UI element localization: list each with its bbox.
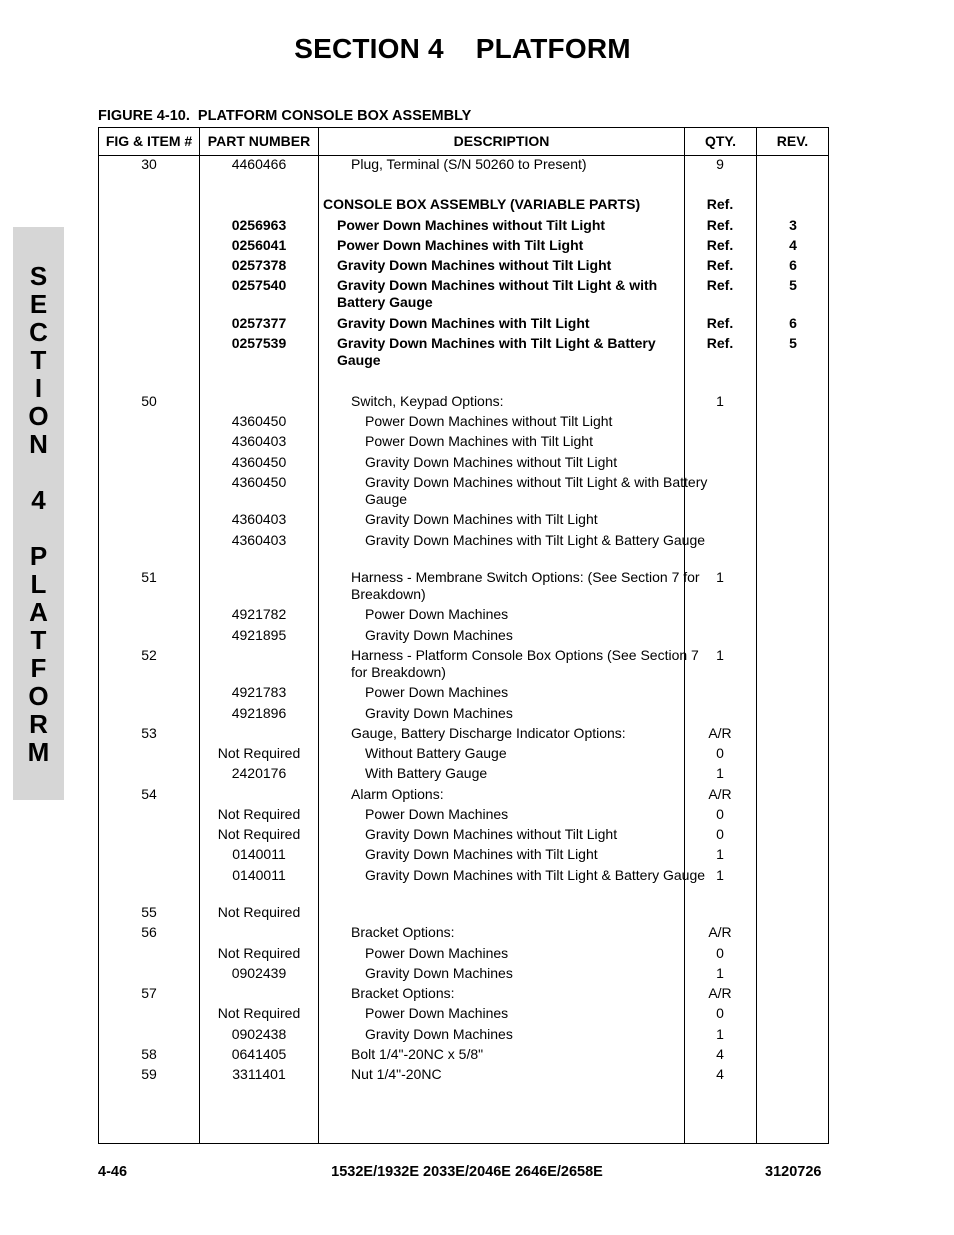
- side-tab-letter: M: [27, 737, 50, 767]
- cell-qty: Ref.: [706, 196, 734, 212]
- cell-description: Power Down Machines: [365, 1005, 509, 1021]
- cell-part-number: 0902438: [231, 1026, 287, 1042]
- cell-qty: A/R: [708, 786, 732, 802]
- cell-fig-item: 56: [141, 924, 157, 940]
- cell-description: Power Down Machines with Tilt Light: [365, 433, 593, 449]
- cell-description: Power Down Machines with Tilt Light: [337, 237, 584, 253]
- cell-description: Gravity Down Machines with Tilt Light: [365, 846, 598, 862]
- cell-description: With Battery Gauge: [365, 765, 488, 781]
- document-number: 3120726: [765, 1164, 822, 1180]
- cell-part-number: 4360450: [231, 454, 287, 470]
- cell-description: Gravity Down Machines: [365, 627, 513, 643]
- cell-qty: Ref.: [706, 257, 734, 273]
- cell-fig-item: 53: [141, 725, 157, 741]
- cell-fig-item: 52: [141, 647, 157, 663]
- cell-part-number: 0257540: [231, 277, 287, 293]
- cell-description: Power Down Machines: [365, 806, 509, 822]
- cell-description: Gravity Down Machines: [365, 705, 513, 721]
- cell-qty: 4: [716, 1046, 724, 1062]
- cell-description: Bolt 1/4"-20NC x 5/8": [351, 1046, 484, 1062]
- side-tab-letter: F: [30, 653, 47, 683]
- side-tab-letter: A: [29, 597, 48, 627]
- page-title: SECTION 4 PLATFORM: [294, 33, 631, 64]
- side-tab-letter: 4: [31, 485, 46, 515]
- cell-qty: 1: [716, 846, 724, 862]
- cell-qty: 0: [716, 745, 724, 761]
- cell-qty: Ref.: [706, 315, 734, 331]
- cell-description: Power Down Machines without Tilt Light: [365, 413, 613, 429]
- cell-description: CONSOLE BOX ASSEMBLY (VARIABLE PARTS): [323, 196, 641, 212]
- cell-part-number: 3311401: [232, 1066, 286, 1082]
- cell-rev: 6: [789, 257, 797, 273]
- cell-part-number: 4360403: [231, 433, 287, 449]
- cell-fig-item: 59: [141, 1066, 157, 1082]
- cell-part-number: Not Required: [217, 745, 301, 761]
- cell-rev: 6: [789, 315, 797, 331]
- cell-qty: 4: [716, 1066, 724, 1082]
- cell-fig-item: 50: [141, 393, 157, 409]
- header-fig-item: FIG & ITEM #: [105, 133, 193, 149]
- side-tab-letter: I: [34, 373, 43, 403]
- cell-description: Alarm Options:: [351, 786, 444, 802]
- side-tab-letter: S: [29, 261, 48, 291]
- parts-table: [98, 127, 829, 1144]
- cell-rev: 5: [789, 277, 797, 293]
- cell-qty: 1: [716, 569, 724, 585]
- cell-part-number: 2420176: [231, 765, 287, 781]
- cell-part-number: 0641405: [231, 1046, 287, 1062]
- cell-description: Gravity Down Machines with Tilt Light & Battery Gauge: [365, 867, 706, 883]
- cell-part-number: 0902439: [231, 965, 287, 981]
- cell-qty: 0: [716, 945, 724, 961]
- side-tab-letter: T: [30, 345, 47, 375]
- side-tab-letter: P: [29, 541, 48, 571]
- cell-part-number: 4360450: [231, 413, 287, 429]
- cell-description: Power Down Machines: [365, 684, 509, 700]
- cell-part-number: 4360450: [231, 474, 287, 490]
- side-tab-letter: C: [29, 317, 48, 347]
- cell-description: Gravity Down Machines without Tilt Light: [365, 454, 618, 470]
- cell-rev: 4: [789, 237, 797, 253]
- cell-qty: Ref.: [706, 237, 734, 253]
- cell-description: Bracket Options:: [351, 924, 455, 940]
- cell-description: Power Down Machines without Tilt Light: [337, 217, 606, 233]
- cell-qty: Ref.: [706, 335, 734, 351]
- header-description: DESCRIPTION: [453, 133, 550, 149]
- cell-description: Gravity Down Machines without Tilt Light & with Battery Gauge: [337, 277, 658, 310]
- cell-rev: 5: [789, 335, 797, 351]
- side-tab-letter: O: [28, 401, 49, 431]
- cell-qty: A/R: [708, 725, 732, 741]
- side-tab-letter: N: [29, 429, 48, 459]
- cell-part-number: 0257378: [231, 257, 287, 273]
- cell-qty: Ref.: [706, 277, 734, 293]
- cell-part-number: Not Required: [217, 826, 301, 842]
- cell-part-number: 4921896: [231, 705, 287, 721]
- cell-description: Gravity Down Machines with Tilt Light: [365, 511, 598, 527]
- cell-description: Nut 1/4"-20NC: [351, 1066, 442, 1082]
- cell-description: Gravity Down Machines with Tilt Light & Battery Gauge: [365, 532, 706, 548]
- cell-description: Bracket Options:: [351, 985, 455, 1001]
- cell-part-number: Not Required: [217, 806, 301, 822]
- cell-qty: 1: [716, 1026, 724, 1042]
- cell-part-number: 0257539: [231, 335, 287, 351]
- side-tab-letter: L: [30, 569, 47, 599]
- cell-qty: 0: [716, 806, 724, 822]
- cell-fig-item: 58: [141, 1046, 157, 1062]
- header-rev: REV.: [776, 133, 809, 149]
- header-part-number: PART NUMBER: [207, 133, 311, 149]
- cell-description: Harness - Platform Console Box Options (See Section 7 for Breakdown): [351, 647, 699, 680]
- cell-description: Gravity Down Machines with Tilt Light: [337, 315, 590, 331]
- cell-fig-item: 57: [141, 985, 157, 1001]
- cell-qty: A/R: [708, 924, 732, 940]
- cell-part-number: 0140011: [232, 846, 286, 862]
- cell-fig-item: 30: [141, 156, 157, 172]
- cell-qty: Ref.: [706, 217, 734, 233]
- cell-description: Gravity Down Machines with Tilt Light & Battery Gauge: [337, 335, 656, 368]
- cell-description: Gravity Down Machines without Tilt Light: [337, 257, 612, 273]
- cell-part-number: 4921782: [231, 606, 287, 622]
- cell-description: Gravity Down Machines without Tilt Light & with Battery Gauge: [365, 474, 708, 507]
- cell-description: Gauge, Battery Discharge Indicator Options:: [351, 725, 626, 741]
- cell-part-number: 4921783: [231, 684, 287, 700]
- cell-description: Gravity Down Machines: [365, 965, 513, 981]
- cell-qty: 9: [716, 156, 724, 172]
- cell-description: Without Battery Gauge: [365, 745, 507, 761]
- cell-fig-item: 54: [141, 786, 157, 802]
- side-tab-letter: E: [29, 289, 48, 319]
- cell-qty: A/R: [708, 985, 732, 1001]
- cell-part-number: Not Required: [217, 945, 301, 961]
- cell-qty: 1: [716, 765, 724, 781]
- cell-rev: 3: [789, 217, 797, 233]
- cell-fig-item: 55: [141, 904, 157, 920]
- page-number: 4-46: [98, 1164, 128, 1180]
- cell-qty: 1: [716, 393, 724, 409]
- cell-part-number: 0256963: [231, 217, 287, 233]
- header-qty: QTY.: [704, 133, 737, 149]
- side-tab-letter: O: [28, 681, 49, 711]
- cell-part-number: 4360403: [231, 511, 287, 527]
- cell-description: Plug, Terminal (S/N 50260 to Present): [351, 156, 587, 172]
- side-tab-letter: T: [30, 625, 47, 655]
- cell-part-number: Not Required: [217, 904, 301, 920]
- footer-models: 1532E/1932E 2033E/2046E 2646E/2658E: [331, 1164, 603, 1180]
- column-divider: [318, 128, 319, 1143]
- cell-qty: 1: [716, 965, 724, 981]
- cell-part-number: 0257377: [231, 315, 287, 331]
- side-tab-letter: R: [29, 709, 48, 739]
- cell-part-number: 4360403: [231, 532, 287, 548]
- cell-qty: 0: [716, 1005, 724, 1021]
- figure-title: FIGURE 4-10. PLATFORM CONSOLE BOX ASSEMBLY: [98, 108, 472, 124]
- section-side-tab: [13, 227, 64, 800]
- cell-description: Gravity Down Machines: [365, 1026, 513, 1042]
- cell-description: Power Down Machines: [365, 606, 509, 622]
- cell-description: Power Down Machines: [365, 945, 509, 961]
- cell-qty: 1: [716, 867, 724, 883]
- cell-qty: 0: [716, 826, 724, 842]
- cell-part-number: 0256041: [231, 237, 287, 253]
- cell-description: Gravity Down Machines without Tilt Light: [365, 826, 618, 842]
- cell-description: Harness - Membrane Switch Options: (See Section 7 for Breakdown): [351, 569, 700, 602]
- cell-description: Switch, Keypad Options:: [351, 393, 504, 409]
- cell-part-number: 4921895: [231, 627, 287, 643]
- cell-qty: 1: [716, 647, 724, 663]
- cell-part-number: 4460466: [231, 156, 287, 172]
- cell-part-number: 0140011: [232, 867, 286, 883]
- cell-part-number: Not Required: [217, 1005, 301, 1021]
- cell-fig-item: 51: [141, 569, 157, 585]
